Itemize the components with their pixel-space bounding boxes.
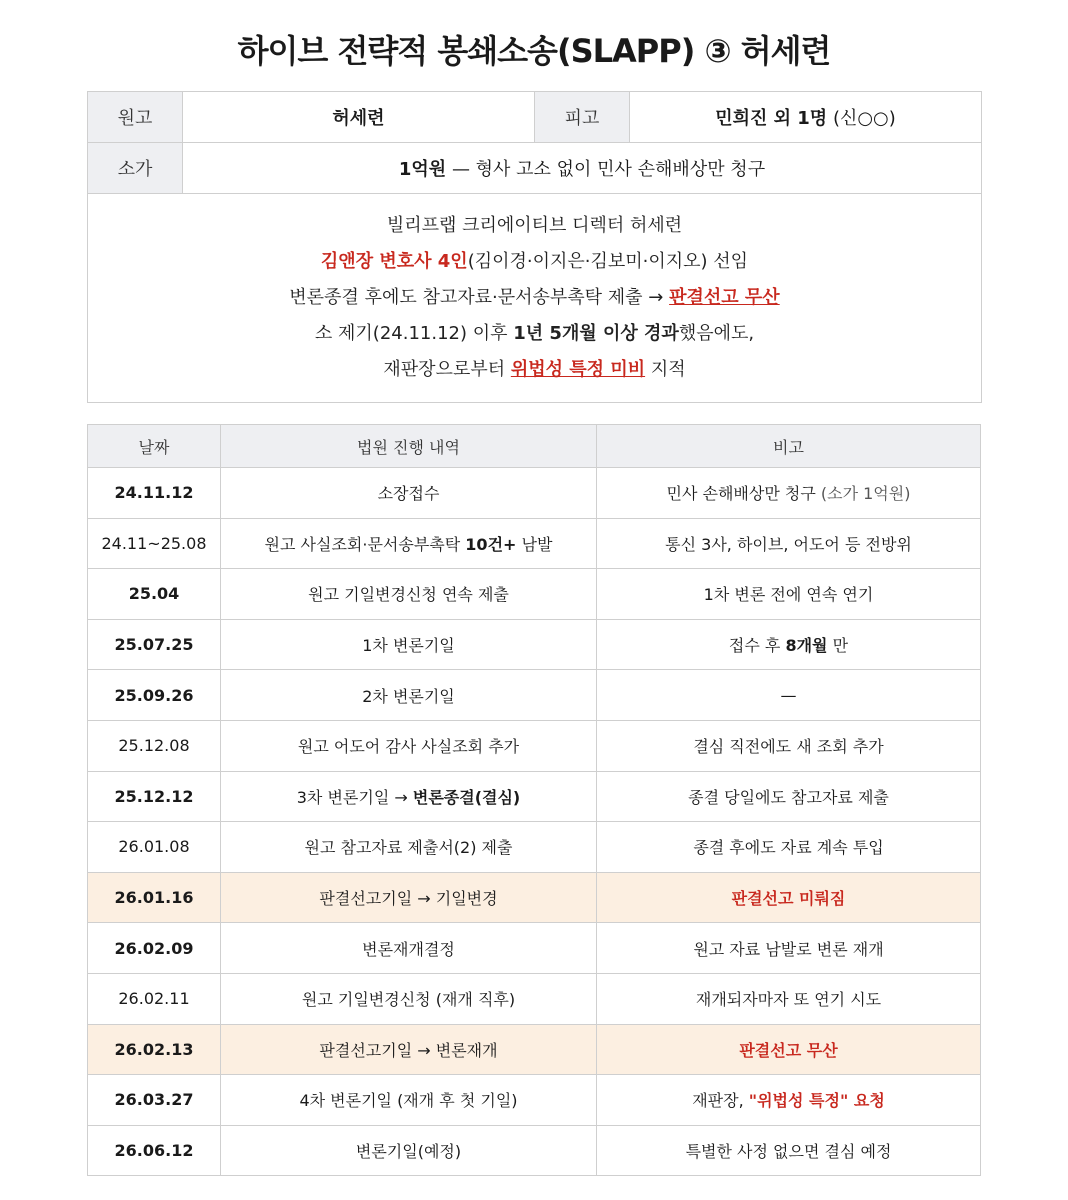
row-event: 변론기일(예정)	[221, 1125, 597, 1176]
row-event: 2차 변론기일	[221, 670, 597, 721]
row-date: 25.12.08	[88, 720, 221, 771]
table-row-highlighted	[88, 872, 981, 923]
row-event	[221, 771, 597, 822]
defendant-note: (신○○)	[832, 108, 896, 129]
lawyers-names: (김이경·이지은·김보미·이지오) 선임	[467, 251, 749, 272]
row-note: 종결 당일에도 참고자료 제출	[597, 771, 981, 822]
row-note: 종결 후에도 자료 계속 투입	[597, 822, 981, 873]
row-note: 특별한 사정 없으면 결심 예정	[597, 1125, 981, 1176]
row-date: 26.06.12	[88, 1125, 221, 1176]
row-note-red: "위법성 특정" 요청	[748, 1091, 885, 1111]
row-date: 24.11~25.08	[88, 518, 221, 569]
row-note: 1차 변론 전에 연속 연기	[597, 569, 981, 620]
row-event: 원고 기일변경신청 (재개 직후)	[221, 973, 597, 1024]
illegality-highlight: 위법성 특정 미비	[510, 359, 646, 380]
lawyers-highlight: 김앤장 변호사 4인	[320, 251, 468, 272]
defendant-value: 민희진 외 1명	[715, 108, 828, 129]
table-row	[88, 468, 981, 519]
row-date: 26.03.27	[88, 1075, 221, 1126]
row-event-post: 남발	[521, 534, 553, 554]
defendant-cell	[630, 92, 982, 143]
row-note-bold: 8개월	[785, 636, 828, 656]
table-row	[88, 518, 981, 569]
value-cell	[183, 143, 982, 194]
summary-line-3-text: 변론종결 후에도 참고자료·문서송부촉탁 제출 →	[289, 287, 664, 308]
row-note	[597, 619, 981, 670]
row-event-bold: 변론종결(결심)	[412, 787, 521, 807]
timeline-header-row	[88, 425, 981, 468]
summary-line-4	[88, 316, 981, 352]
table-row	[88, 1125, 981, 1176]
table-row	[88, 923, 981, 974]
summary-line-5-post: 지적	[650, 359, 686, 380]
summary-line-3	[88, 280, 981, 316]
table-row	[88, 1075, 981, 1126]
row-note: —	[597, 670, 981, 721]
value-label: 소가	[88, 143, 183, 194]
header-date: 날짜	[88, 425, 221, 468]
row-date: 25.09.26	[88, 670, 221, 721]
row-note: 판결선고 미뤄짐	[597, 872, 981, 923]
summary-row	[88, 194, 982, 403]
row-event: 소장접수	[221, 468, 597, 519]
row-note: 원고 자료 남발로 변론 재개	[597, 923, 981, 974]
row-date: 26.02.13	[88, 1024, 221, 1075]
row-event: 4차 변론기일 (재개 후 첫 기일)	[221, 1075, 597, 1126]
case-info-table	[87, 91, 982, 403]
row-note-extra: (소가 1억원)	[820, 484, 911, 504]
elapsed-highlight: 1년 5개월 이상 경과	[513, 323, 679, 344]
header-event: 법원 진행 내역	[221, 425, 597, 468]
row-note: 판결선고 무산	[597, 1024, 981, 1075]
table-row	[88, 822, 981, 873]
row-note: 재개되자마자 또 연기 시도	[597, 973, 981, 1024]
timeline-table	[87, 424, 981, 1176]
summary-line-2	[88, 244, 981, 280]
plaintiff-label: 원고	[88, 92, 183, 143]
table-row-highlighted	[88, 1024, 981, 1075]
table-row	[88, 720, 981, 771]
defendant-label: 피고	[535, 92, 630, 143]
row-note: 통신 3사, 하이브, 어도어 등 전방위	[597, 518, 981, 569]
summary-line-4-post: 했음에도,	[678, 323, 755, 344]
summary-line-4-pre: 소 제기(24.11.12) 이후	[314, 323, 508, 344]
row-event: 원고 기일변경신청 연속 제출	[221, 569, 597, 620]
verdict-cancelled-highlight: 판결선고 무산	[669, 287, 780, 308]
row-date: 26.02.11	[88, 973, 221, 1024]
table-row	[88, 973, 981, 1024]
plaintiff-value: 허세련	[183, 92, 535, 143]
row-date: 26.02.09	[88, 923, 221, 974]
row-note	[597, 468, 981, 519]
header-note: 비고	[597, 425, 981, 468]
row-note-pre: 접수 후	[728, 636, 781, 656]
row-event	[221, 518, 597, 569]
table-row	[88, 569, 981, 620]
row-date: 25.07.25	[88, 619, 221, 670]
row-event: 원고 어도어 감사 사실조회 추가	[221, 720, 597, 771]
row-event-pre: 원고 사실조회·문서송부촉탁	[264, 534, 461, 554]
row-note-post: 만	[832, 636, 849, 656]
row-date: 25.04	[88, 569, 221, 620]
page-title: 하이브 전략적 봉쇄소송(SLAPP) ③ 허세련	[237, 32, 831, 70]
table-row	[88, 619, 981, 670]
row-date: 26.01.08	[88, 822, 221, 873]
parties-row	[88, 92, 982, 143]
row-event: 변론재개결정	[221, 923, 597, 974]
row-note-pre: 재판장,	[692, 1091, 744, 1111]
row-event-pre: 3차 변론기일 →	[296, 787, 408, 807]
row-event: 판결선고기일 → 기일변경	[221, 872, 597, 923]
summary-line-5	[88, 352, 981, 388]
value-row	[88, 143, 982, 194]
row-event-bold: 10건+	[465, 534, 517, 554]
row-note: 결심 직전에도 새 조회 추가	[597, 720, 981, 771]
table-row	[88, 670, 981, 721]
row-note-text: 민사 손해배상만 청구	[666, 484, 816, 504]
summary-line-1: 빌리프랩 크리에이티브 디렉터 허세련	[386, 215, 683, 236]
row-event: 1차 변론기일	[221, 619, 597, 670]
row-date: 25.12.12	[88, 771, 221, 822]
row-note	[597, 1075, 981, 1126]
summary-line-5-pre: 재판장으로부터	[383, 359, 506, 380]
row-event: 판결선고기일 → 변론재개	[221, 1024, 597, 1075]
summary-cell	[88, 194, 982, 403]
row-date: 26.01.16	[88, 872, 221, 923]
row-event: 원고 참고자료 제출서(2) 제출	[221, 822, 597, 873]
value-amount: 1억원	[398, 159, 447, 180]
table-row	[88, 771, 981, 822]
value-note: — 형사 고소 없이 민사 손해배상만 청구	[451, 159, 766, 180]
row-date: 24.11.12	[88, 468, 221, 519]
